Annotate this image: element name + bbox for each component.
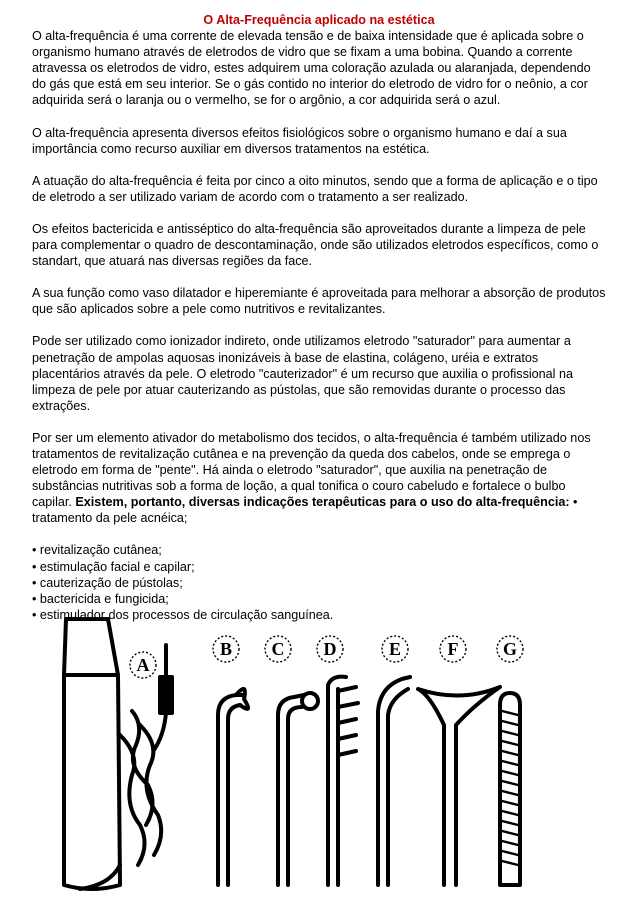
- label-c: C: [271, 639, 285, 659]
- label-f: F: [447, 639, 459, 659]
- electrode-b-drawing: [218, 689, 248, 885]
- list-item: • cauterização de pústolas;: [32, 575, 183, 590]
- paragraph-5: A sua função como vaso dilatador e hiperemiante é aproveitada para melhorar a absorção de produtos que são aplicados sobre a pele como nutritivos e revitalizantes.: [32, 286, 606, 317]
- label-b: B: [219, 639, 233, 659]
- paragraph-7: [32, 430, 606, 527]
- paragraph-7-bold: Existem, portanto, diversas indicações terapêuticas para o uso do alta-frequência:: [75, 495, 570, 510]
- electrode-e-drawing: [378, 677, 410, 885]
- list-item: • estimulação facial e capilar;: [32, 559, 195, 574]
- label-e: E: [388, 639, 402, 659]
- electrode-f-drawing: [418, 687, 500, 885]
- electrode-d-drawing: [328, 677, 358, 885]
- document-page: [32, 12, 606, 623]
- electrode-c-drawing: [278, 693, 318, 885]
- handpiece-drawing: [64, 619, 172, 889]
- paragraph-2: O alta-frequência apresenta diversos efeitos fisiológicos sobre o organismo humano e daí a sua importância como recurso auxiliar em diversos tratamentos na estética.: [32, 125, 567, 156]
- label-a: A: [136, 655, 150, 675]
- list-item: • estimulador dos processos de circulação sanguínea.: [32, 607, 334, 622]
- electrodes-illustration: [40, 615, 610, 895]
- label-d: D: [323, 639, 337, 659]
- paragraph-7-text: Por ser um elemento ativador do metabolismo dos tecidos, o alta-frequência é também utilizado nos tratamentos de revitalização cutânea e na prevenção da queda dos cabelos, onde se emprega o eletrodo em forma de "pente". Há ainda o eletrodo "saturador", que auxilia na penetração de substâncias nutritivas sob a forma de loção, a qual tonifica o couro cabeludo e fortalece o bulbo capilar.: [32, 430, 591, 510]
- list-item: • revitalização cutânea;: [32, 543, 162, 558]
- paragraph-4: Os efeitos bactericida e antisséptico do alta-frequência são aproveitados durante a limpeza de pele para complementar o quadro de descontaminação, onde são utilizados eletrodos específicos, como o standart, que atuará nas diversas regiões da face.: [32, 221, 599, 269]
- paragraph-3: A atuação do alta-frequência é feita por cinco a oito minutos, sendo que a forma de aplicação e o tipo de eletrodo a ser utilizado variam de acordo com o tratamento a ser realizado.: [32, 173, 598, 204]
- paragraph-7-tail: • tratamento da pele acnéica;: [32, 495, 578, 526]
- indications-list: [32, 542, 606, 622]
- label-g: G: [502, 639, 518, 659]
- list-item: • bactericida e fungicida;: [32, 591, 169, 606]
- paragraph-1: O alta-frequência é uma corrente de elevada tensão e de baixa intensidade que é aplicada sobre o organismo humano através de eletrodos de vidro que se fixam a uma bobina. Quando a corrente atravessa os eletrodos de vidro, estes adquirem uma coloração azulada ou alaranjada, dependendo do gás que está em seu interior. Se o gás contido no interior do eletrodo de vidro for o neônio, a cor adquirida será o laranja ou o vermelho, se for o argônio, a cor adquirida será o azul.: [32, 29, 591, 108]
- document-title: O Alta-Frequência aplicado na estética: [203, 13, 435, 27]
- paragraph-6: Pode ser utilizado como ionizador indireto, onde utilizamos eletrodo "saturador" para aumentar a penetração de ampolas aquosas inonizáveis à base de elastina, colágeno, uréia e extratos placentários através da pele. O eletrodo "cauterizador" é um recurso que auxilia o profissional na limpeza de pele por atuar cauterizando as pústolas, que são removidas durante o processo das extrações.: [32, 334, 573, 413]
- electrode-g-drawing: [500, 693, 520, 885]
